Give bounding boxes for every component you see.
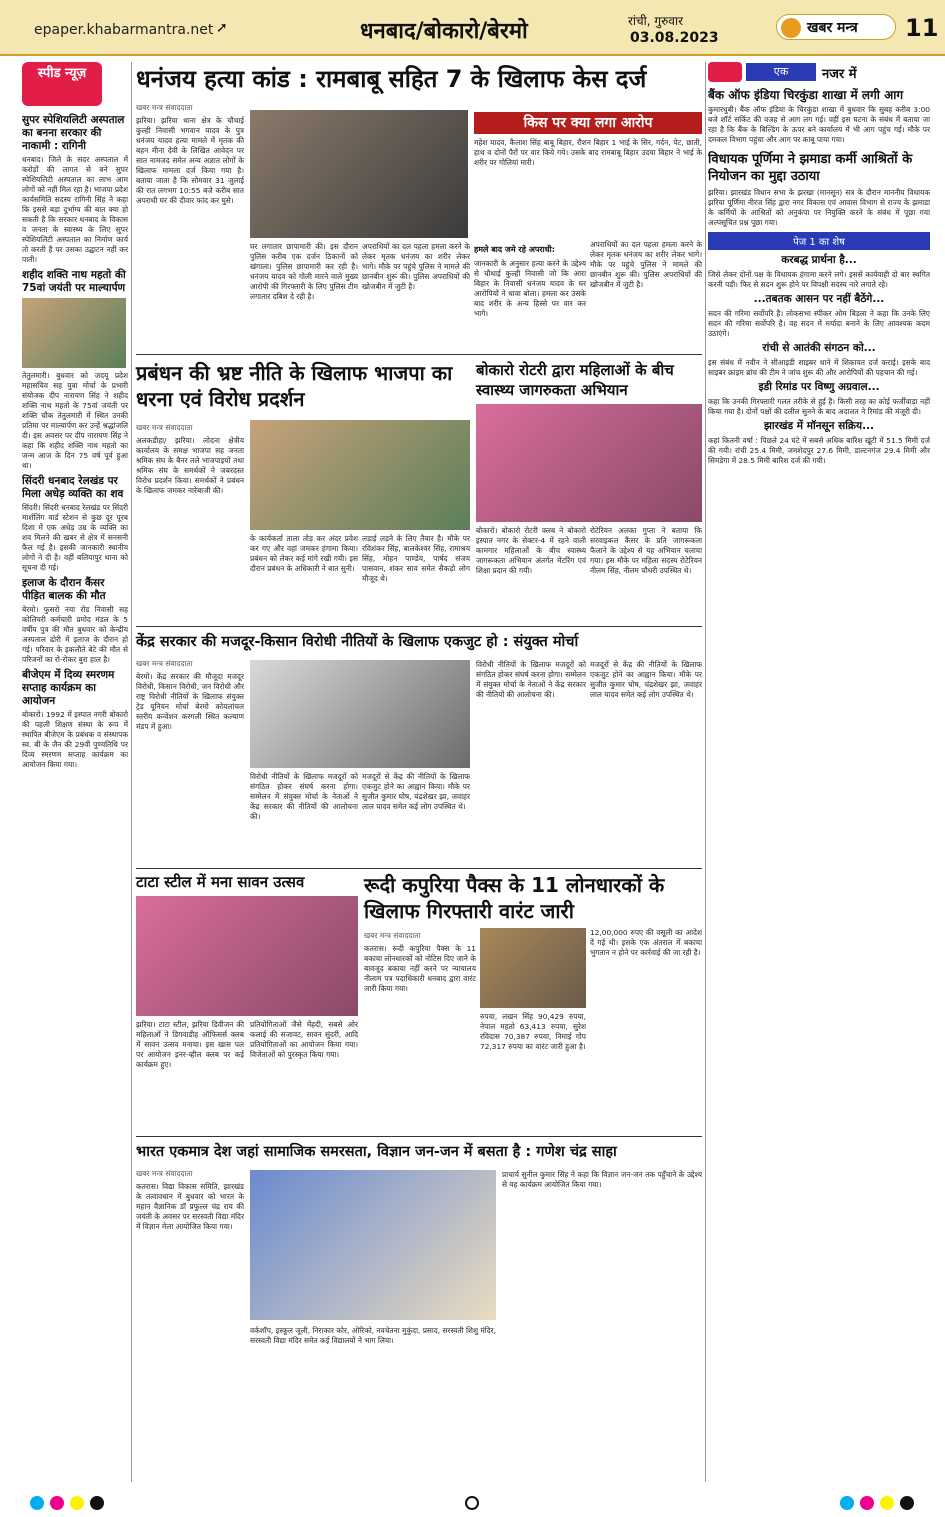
byline: खबर मन्त्र संवाददाता <box>136 659 193 668</box>
masthead <box>0 0 945 56</box>
science-photo <box>250 1170 496 1320</box>
left-photo-1 <box>22 298 126 368</box>
place-day: रांची, गुरुवार <box>628 14 683 28</box>
bjp-col-2 <box>250 534 358 622</box>
charges-box <box>474 138 702 234</box>
right-text-4: सदन की गरिमा सर्वोपरि है। लोकसभा स्पीकर ओम बिड़ला ने कहा कि उनके लिए सदन की गरिमा सर्वोपरि है। वह सदन में मर्यादा बनाने के लिए आवश्यक कदम उठाएंगे। <box>708 309 930 338</box>
rotary-headline: बोकारो रोटरी द्वारा महिलाओं के बीच स्वास्थ्य जागरुकता अभियान <box>476 361 674 399</box>
left-headline-5: बीजेएम में दिव्य स्मरणम सप्ताह कार्यक्रम का आयोजन <box>22 669 115 707</box>
registration-dot <box>30 1496 44 1510</box>
morcha-headline: केंद्र सरकार की मजदूर-किसान विरोधी नीतियों के खिलाफ एकजुट हो : संयुक्त मोर्चा <box>136 634 579 650</box>
bjp-headline: प्रबंधन की भ्रष्ट नीति के खिलाफ भाजपा का धरना एवं विरोध प्रदर्शन <box>136 361 453 411</box>
subhead: हमले बाद जमे रहे अपराधी: <box>474 245 555 254</box>
science-col-2 <box>250 1326 496 1484</box>
right-headline-5: रांची से आतंकी संगठन को... <box>762 342 876 354</box>
banner-ornament <box>708 62 742 82</box>
registration-dot <box>860 1496 874 1510</box>
cursor-icon: ➚ <box>216 20 228 36</box>
rudi-col-3 <box>590 928 702 1132</box>
registration-dot <box>50 1496 64 1510</box>
rudi-headline: रूदी कपुरिया पैक्स के 11 लोनधारकों के खिलाफ गिरफ्तारी वारंट जारी <box>364 873 665 923</box>
continued-box-title: पेज 1 का शेष <box>708 232 930 250</box>
charges-box-title: किस पर क्या लगा आरोप <box>474 112 702 134</box>
right-headline-1: बैंक ऑफ इंडिया चिरकुंडा शाखा में लगी आग <box>708 88 904 102</box>
morcha-text-3b: विरोधी नीतियों के खिलाफ मजदूरों को संगठित होकर संघर्ष करना होगा। सम्मेलन में संयुक्त मोर्चा के नेताओं ने केंद्र सरकार की नीतियों की आलोचना की। <box>476 660 586 699</box>
science-text-3: प्राचार्य सुनील कुमार सिंह ने कहा कि विज्ञान जन-जन तक पहुँचाने के उद्देश्य से यह कार्यक्रम आयोजित किया गया। <box>502 1170 702 1189</box>
left-text-1: धनबाद। जिले के सदर अस्पताल में करोड़ों की लागत से बने सुपर स्पेशियलिटी अस्पताल का लाभ आम लोगों को नहीं मिल रहा है। भाजपा प्रदेश कार्यसमिति सदस्य रागिनी सिंह ने कहा कि इससे बड़ा दुर्भाग्य की बात क्या हो सकती है कि सरकार धनबाद के विकास व जनता के स्वास्थ्य के लिए सुपर स्पेशियलिटी अस्पताल का निर्माण कार्य तो करती है पर उसका उद्घाटन नहीं कर पाती। <box>22 155 128 264</box>
brand-logo <box>776 14 896 40</box>
divider <box>136 868 702 869</box>
issue-date: 03.08.2023 <box>630 30 719 46</box>
main-col-5 <box>590 240 702 350</box>
edition-title: धनबाद/बोकारो/बेरमो <box>360 19 528 44</box>
rudi-col-2 <box>480 1012 586 1132</box>
divider <box>136 1136 702 1137</box>
right-headline-6: इडी रिमांड पर विष्णु अग्रवाल... <box>758 381 880 393</box>
right-text-3: जिसे लेकर दोनों पक्ष के विधायक हंगामा करने लगे। इससे कार्यवाही दो बार स्थगित करनी पड़ी। फिर से सदन शुरू होने पर विपक्षी सदस्य नारे लगाते रहे। <box>708 270 930 289</box>
bjp-text-3: लड़ाई लड़ने के लिए तैयार है। मौके पर रविशंकर सिंह, बालकेश्वर सिंह, रामाश्रय सिंह, मोहन पाण्डेय, पार्षद संजय पासवान, शंकर साव समेत सैकड़ो लोग मौजूद थे। <box>362 534 470 583</box>
main-col-4 <box>474 240 586 350</box>
registration-dot <box>70 1496 84 1510</box>
rotary-col-1 <box>476 526 586 622</box>
byline: खबर मन्त्र संवाददाता <box>136 103 193 112</box>
bjp-text-2: के कार्यकर्ता ताला तोड़ कर अंदर प्रवेश कर गए और वहां जमकर हंगामा किया। प्रबंधन को लेकर कई मांगे रखी गयी। इस दौरान प्रबंधन के अधिकारी ने बात सुनी। <box>250 534 358 573</box>
right-headline-2: विधायक पूर्णिमा ने झमाडा कर्मी आश्रितों के नियोजन का मुद्दा उठाया <box>708 152 913 184</box>
left-text-2: तेतुलमारी। बुधवार को जदयू प्रदेश महासचिव सह युवा मोर्चा के प्रभारी संयोजक दीप नारायण सिंह ने शहीद शक्ति नाथ महतो के 75वां जयंती पर शक्ति चौक तेतुलमारी में स्थित उनकी प्रतिमा पर माल्यार्पण कर उन्हें श्रद्धांजलि दी। इस अवसर पर दीप नारायण सिंह ने कहा कि शहीद शक्ति नाथ महतो का जन्म आज के दिन 75 वर्ष पूर्व हुआ था। <box>22 371 128 470</box>
right-text-1: कुमारधुबी। बैंक ऑफ इंडिया के चिरकुंडा शाखा में बुधवार कि सुबह करीब 3:00 बजे शॉर्ट सर्किट की वजह से आग लग गई। वहीं इस घटना के संबंध में बताया जा रहा है कि बैंक के बिल्डिंग के ऊपर बने कार्यालय में भी आग पहुंच गई। मौके पर दमकल विभाग पहुंचा और आग पर काबू पाया गया। <box>708 105 930 144</box>
science-col-1 <box>136 1166 244 1484</box>
bjp-photo <box>250 420 470 530</box>
ek-nazar-banner <box>708 62 930 82</box>
left-headline-2: शहीद शक्ति नाथ महतो की 75वां जयंती पर माल्यार्पण <box>22 269 126 294</box>
left-text-4: बेरमो। फुसरो नया रोड निवासी सह कोलियरी कर्मचारी प्रमोद मंडल के 5 वर्षीय पुत्र की मौत बुधवार को केन्द्रीय अस्पताल ढोरी में इलाज के दौरान हो गई। परिवार के इकलौते बेटे की मौत से परिजनों का रो-रोकर बुरा हाल है। <box>22 605 128 664</box>
morcha-text-1: बेरमो। केंद्र सरकार की मौजूदा मजदूर विरोधी, किसान विरोधी, जन विरोधी और राष्ट्र विरोधी नीतियों के खिलाफ संयुक्त ट्रेड यूनियन मोर्चा बेरमो कोयलांचल स्तरीय कन्वेंशन करगली स्थित कल्याण मंडप में हुआ। <box>136 672 244 731</box>
charges-text: महेश यादव, कैलाश सिंह बाबू बिहार, रौशन बिहार 1 भाई के सिर, गर्दन, पेट, छाती, हाथ व दोनों पैरों पर वार किये गये। उसके बाद रामबाबू बिहार उदया बिहार ने भाई के शरीर पर गोलियां मारी। <box>474 138 702 167</box>
tata-text-2: प्रतियोगिताओं जैसे मेंहदी, सबसे ओर कलाई की सजावट, सावन सुंदरी, आदि प्रतियोगिताओं का आयोजन किया गया। विजेताओं को पुरस्कृत किया गया। <box>250 1020 358 1059</box>
divider <box>705 62 706 1482</box>
site-url[interactable]: epaper.khabarmantra.net <box>34 22 214 38</box>
registration-dot <box>90 1496 104 1510</box>
byline: खबर मन्त्र संवाददाता <box>136 1169 193 1178</box>
rotary-col-2 <box>590 526 702 622</box>
tata-text-1: झरिया। टाटा स्टील, झरिया डिवीजन की महिलाओं ने डिगवाडीह ऑफिसर्स क्लब में सावन उत्सव मनाया। इस खास पल पर आयोजन इनर-व्हील क्लब पर कई कार्यक्रम हुए। <box>136 1020 244 1069</box>
registration-dot <box>880 1496 894 1510</box>
main-col-1 <box>136 100 244 350</box>
morcha-col-4 <box>476 660 586 864</box>
rudi-text-1: कतरास। रूदी कपुरिया पैक्स के 11 बकाया लोनधारकों को नोटिस दिए जाने के बावजूद बकाया नहीं करने पर न्यायालय नीलाम पत्र पदाधिकारी धनबाद द्वारा वारंट जारी किया गया। <box>364 944 476 993</box>
main-text-2b: अपराधियों का दल पहला हमला करने के लेकर मृतक धनंजय का शरीर लेकर भागे। मौके पर पहुंचे पुलिस ने मामले की छानबीन शुरू की। पुलिस अपराधियों की खोजबीन में जुटी है। <box>362 242 470 291</box>
left-text-5: बोकारो। 1992 में इस्पात नगरी बोकारो की पहली शिक्षण संस्था के रूप में स्थापित बीजेएम के प्रबंधक व संस्थापक स्व. बी के जैन की 29वीं पुण्यतिथि पर दिव्य स्मरणम सप्ताह कार्यक्रम का आयोजन किया गया। <box>22 710 128 769</box>
morcha-col-2 <box>250 772 358 864</box>
main-col-2 <box>250 242 358 350</box>
science-text-1: कतरास। विद्या विकास समिति, झारखंड के तत्वावधान में बुधवार को भारत के महान वैज्ञानिक डॉ प्रफुल्ल चंद्र राय की जयंती के अवसर पर सरस्वती विद्या मंदिर में विज्ञान मेला आयोजित किया गया। <box>136 1182 244 1231</box>
divider <box>136 354 702 355</box>
main-text-3: जानकारी के अनुसार हत्या करने के उद्देश्य से चौथाई कुल्ही निवासी जो कि आरा बिहार के निवासी धनंजय यादव के घर आरोपियों ने धावा बोला। हमला कर उसके बाद शरीर के अन्य हिस्से पर वार कर भागे। <box>474 259 586 318</box>
tata-photo <box>136 896 358 1016</box>
right-text-6: कहा कि उनकी गिरफ्तारी गलत तरीके से हुई है। किसी तरह का कोई फर्जीवाड़ा नहीं किया गया है। दोनों पक्षों की दलील सुनने के बाद अदालत ने रिमांड की मंजूरी दी। <box>708 397 930 416</box>
science-headline: भारत एकमात्र देश जहां सामाजिक समरसता, विज्ञान जन-जन में बसता है : गणेश चंद्र साहा <box>136 1144 617 1160</box>
registration-dot <box>900 1496 914 1510</box>
tata-headline: टाटा स्टील में मना सावन उत्सव <box>136 873 305 891</box>
rudi-col-1 <box>364 928 476 1132</box>
morcha-photo <box>250 660 470 768</box>
divider <box>131 62 132 1482</box>
bjp-text-1: अलकडीहा/ झरिया। लोदना क्षेत्रीय कार्यालय के समक्ष भाजपा सह जनता श्रमिक संघ के बैनर तले भाजपाइयों तथा श्रमिक संघ के समर्थकों ने जबरदस्त विरोध प्रदर्शन किया। समर्थकों ने प्रबंधन के खिलाफ जमकर नारेबाजी की। <box>136 436 244 495</box>
morcha-text-3: मजदूरों से केंद्र की नीतियों के खिलाफ एकजुट होने का आह्वान किया। मौके पर सुजीत कुमार घोष, चंद्रशेखर झा, जवाहर लाल यादव समेत कई लोग उपस्थित थे। <box>362 772 470 811</box>
rudi-text-2: रुपया, लखन सिंह 90,429 रुपया, नेपाल महतो 63,413 रुपया, सुरेश रविदास 70,387 रुपया, निमाई गोप 72,317 रुपया का वारंट जारी हुआ है। <box>480 1012 586 1051</box>
right-text-2: झरिया। झारखंड विधान सभा के झरखा (मानसून) सत्र के दौरान माननीय विधायक झरिया पूर्णिमा नीरज सिंह द्वारा नगर विकास एवं आवास विभाग से राज्य के झमाडा के कर्मियों के आश्रितों को अनुकंपा पर नियुक्ति करने के संबंध में पूछा गया अल्पसूचित प्रश्न पूछा गया। <box>708 188 930 227</box>
main-col-3 <box>362 242 470 350</box>
science-text-2: वर्कशॉप, इस्कूल जूली, निराकार कोर, ओरिको, नवचेतना मुकुंदा, प्रसाद, सरस्वती शिशु मंदिर, सरस्वती विद्या मंदिर समेत कई विद्यालयों ने भाग लिया। <box>250 1326 496 1345</box>
left-text-3: सिंदरी। सिंदरी धनबाद रेलखंड पर सिंदरी मार्शलिंग यार्ड स्टेशन से कुछ दूर पूरब दिशा में एक अधेड़ उम्र के व्यक्ति का शव मिलने की खबर से क्षेत्र में सनसनी फैल गई है। इसकी जानकारी स्थानीय लोगों ने दी है। वहीं बलियापुर थाना को सूचना दी गई। <box>22 503 128 572</box>
rudi-photo <box>480 928 586 1008</box>
right-headline-3: करबद्ध प्रार्थना है... <box>781 254 857 266</box>
brand-mark-icon <box>781 18 801 38</box>
bjp-col-3 <box>362 534 470 622</box>
morcha-col-3 <box>362 772 470 864</box>
tata-col-1 <box>136 1020 244 1132</box>
crosshair-icon <box>465 1496 479 1510</box>
main-text-1: झरिया। झरिया थाना क्षेत्र के चौथाई कुल्ही निवासी भगवान यादव के पुत्र धनंजय यादव हत्या मामले में मृतक की बहन मीना देवी के लिखित आवेदन पर सात नामजद समेत अन्य अज्ञात लोगों के खिलाफ मामला दर्ज किया गया है। बताया जाता है कि सोमवार 31 जुलाई की रात लगभग 10:55 बजे करीब सात अपराधी घर की दीवार फांद कर घुसे। <box>136 116 244 205</box>
science-col-3 <box>502 1170 702 1484</box>
tata-col-2 <box>250 1020 358 1132</box>
byline: खबर मन्त्र संवाददाता <box>136 423 193 432</box>
right-text-5: इस संबंध में नवीन ने सीआइडी साइबर थाने में शिकायत दर्ज कराई। इसके बाद साइबर क्राइम ब्रांच की टीम ने जांच शुरू की और आरोपियों की पहचान की गई। <box>708 358 930 377</box>
right-text-7: कहां कितनी वर्षा : पिछले 24 घंटे में सबसे अधिक बारिश खूंटी में 51.5 मिमी दर्ज की गयी। रांची 25.4 मिमी, जमशेदपुर 27.6 मिमी, डाल्टनगंज 29.4 मिमी और सिमडेगा में 28.5 मिमी बारिश दर्ज की गयी। <box>708 436 930 465</box>
morcha-col-5 <box>590 660 702 864</box>
rotary-text-1: बोकारो। बोकारो रोटरी क्लब ने बोकारो इस्पात नगर के सेक्टर-4 में रहने वाली कामगार महिलाओं के बीच स्वास्थ्य जागरूकता अभियान अंतर्गत मेंटरिंग एवं शिक्षा प्रदान की गयी। <box>476 526 586 575</box>
rotary-photo <box>476 404 702 522</box>
banner-nazar: नजर में <box>822 67 857 82</box>
right-headline-7: झारखंड में मॉनसून सक्रिय... <box>763 420 875 432</box>
rudi-text-3: 12,00,000 रुपए की वसूली का आदेश दें गई थी। इसके एक अंतराल में बकाया भुगतान न होने पर कार्रवाई की जा रही है। <box>590 928 702 957</box>
morcha-col-1 <box>136 656 244 864</box>
brand-name: खबर मन्त्र <box>807 20 858 36</box>
banner-ek: एक <box>746 63 816 81</box>
rotary-text-2: रोटेरियन अलका गुप्ता ने बताया कि सरवाइकल कैंसर के प्रति जागरूकता फैलाने के उद्देश्य से यह अभियान चलाया गया। इस मौके पर महिला सदस्य रोटेरियन नीलम सिंह, नीलम चौधरी उपस्थित थे। <box>590 526 702 575</box>
morcha-text-2: विरोधी नीतियों के खिलाफ मजदूरों को संगठित होकर संघर्ष करना होगा। सम्मेलन में संयुक्त मोर्चा के नेताओं ने केंद्र सरकार की नीतियों की आलोचना की। <box>250 772 358 821</box>
right-column <box>708 86 930 1482</box>
morcha-text-3c: मजदूरों से केंद्र की नीतियों के खिलाफ एकजुट होने का आह्वान किया। मौके पर सुजीत कुमार घोष, चंद्रशेखर झा, जवाहर लाल यादव समेत कई लोग उपस्थित थे। <box>590 660 702 699</box>
speed-news-logo: स्पीड न्यूज़ <box>22 62 102 106</box>
left-column <box>22 110 128 1482</box>
registration-bar <box>0 1490 945 1517</box>
main-text-2: घर लगातार छापामारी की। इस दौरान पुलिस करीब एक दर्जन ठिकानों को खंगाला। पुलिस छापामारी कर रही है। धनंजय यादव को गोली मारने वाले मुख्य आरोपी की गिरफ्तारी के लिए पुलिस टीम लगातार दबिश दे रही है। <box>250 242 358 301</box>
registration-dot <box>840 1496 854 1510</box>
right-headline-4: ...तबतक आसन पर नहीं बैठेंगे... <box>753 293 885 305</box>
left-headline-3: सिंदरी धनबाद रेलखंड पर मिला अधेड़ व्यक्ति का शव <box>22 475 124 500</box>
revolver-photo <box>250 110 468 238</box>
main-headline: धनंजय हत्या कांड : रामबाबू सहित 7 के खिलाफ केस दर्ज <box>136 65 647 93</box>
byline: खबर मन्त्र संवाददाता <box>364 931 421 940</box>
divider <box>136 626 702 627</box>
bjp-col-1 <box>136 420 244 620</box>
page-number: 11 <box>905 14 939 42</box>
left-headline-1: सुपर स्पेशियलिटी अस्पताल का बनना सरकार की नाकामी : रागिनी <box>22 114 125 152</box>
main-text-4: अपराधियों का दल पहला हमला करने के लेकर मृतक धनंजय का शरीर लेकर भागे। मौके पर पहुंचे पुलिस ने मामले की छानबीन शुरू की। पुलिस अपराधियों की खोजबीन में जुटी है। <box>590 240 702 289</box>
left-headline-4: इलाज के दौरान कैंसर पीड़ित बालक की मौत <box>22 577 106 602</box>
